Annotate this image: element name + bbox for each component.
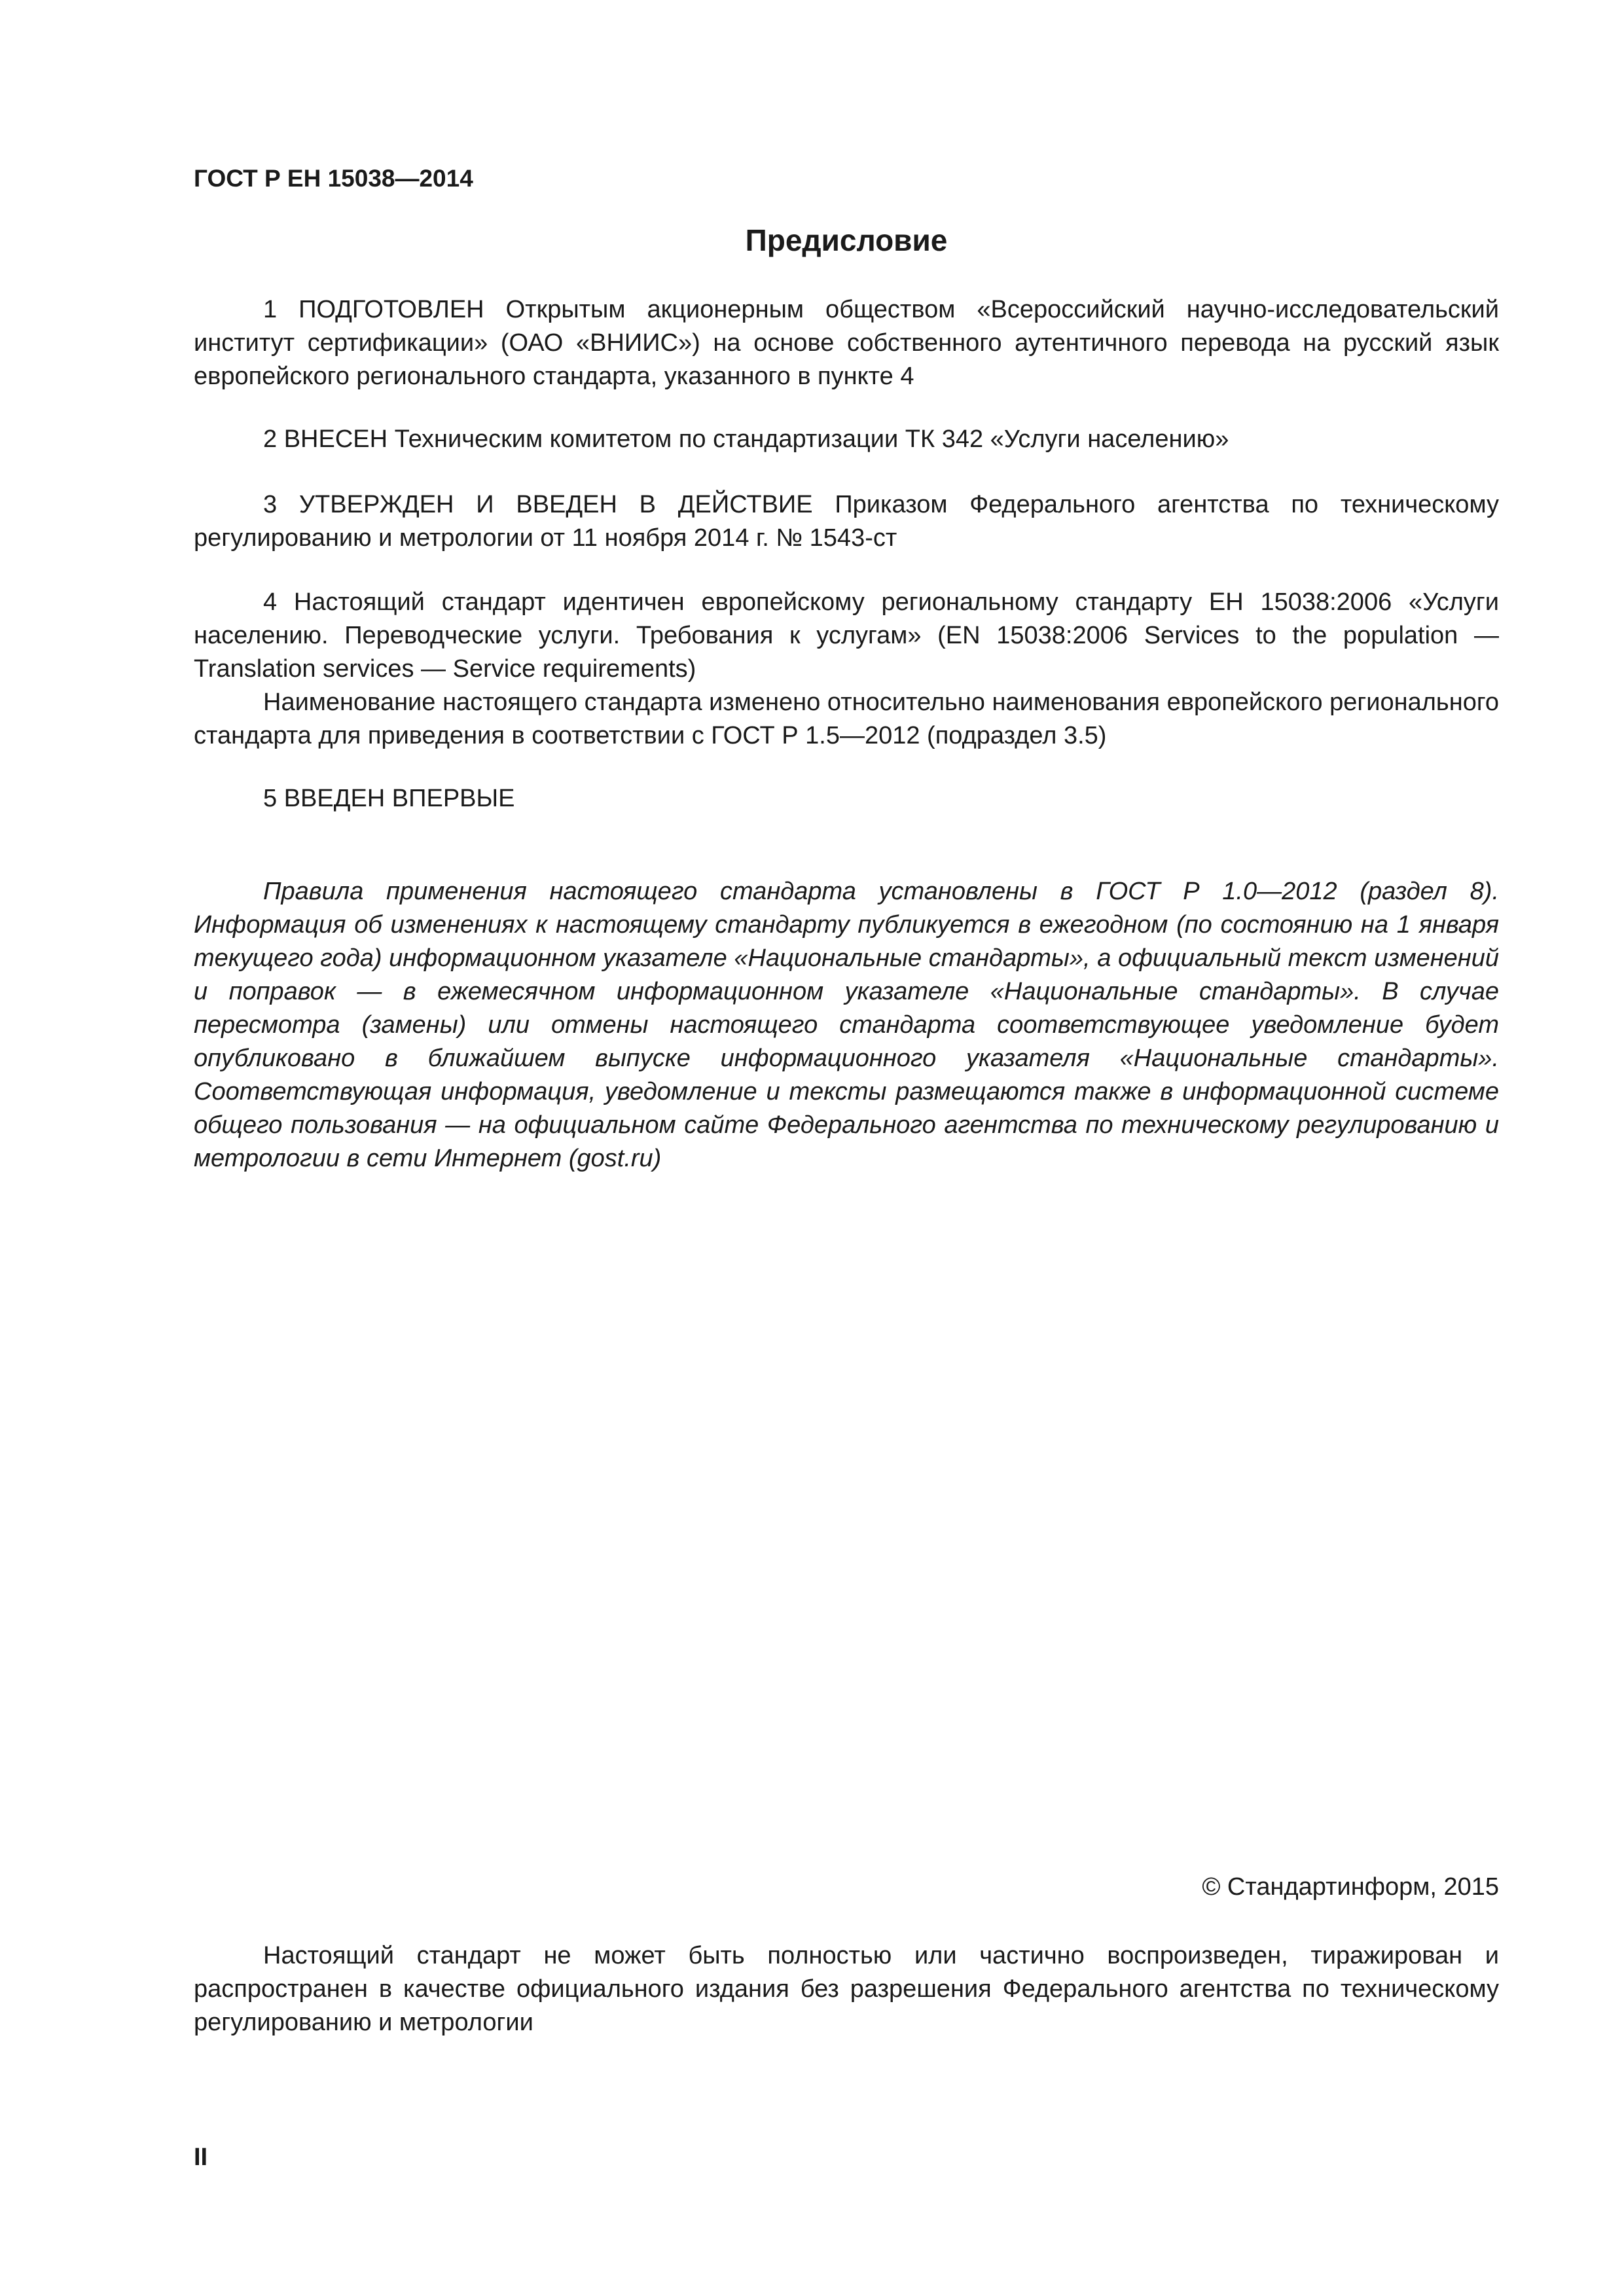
item-2: 2 ВНЕСЕН Техническим комитетом по стандартизации ТК 342 «Услуги населению» bbox=[263, 425, 1229, 453]
item-3-block bbox=[194, 488, 1499, 555]
notice-paragraph: Правила применения настоящего стандарта установлены в ГОСТ Р 1.0—2012 (раздел 8). Информация об изменениях к настоящему стандарту публикуется в ежегодном (по состоянию на 1 января текущего года) информационном указателе «Национальные стандарты», а официальный текст изменений и поправок — в ежемесячном информационном указателе «Национальные стандарты». В случае пересмотра (замены) или отмены настоящего стандарта соответствующее уведомление будет опубликовано в ближайшем выпуске информационного указателя «Национальные стандарты». Соответствующая информация, уведомление и тексты размещаются также в информационной системе общего пользования — на официальном сайте Федерального агентства по техническому регулированию и метрологии в сети Интернет (gost.ru) bbox=[194, 878, 1499, 1172]
item-5-block bbox=[194, 782, 1499, 816]
item-4: 4 Настоящий стандарт идентичен европейскому региональному стандарту ЕН 15038:2006 «Услуги населению. Переводческие услуги. Требования к услугам» (EN 15038:2006 Services to the population — Translation services — Service requirements) bbox=[194, 588, 1499, 683]
item-1: 1 ПОДГОТОВЛЕН Открытым акционерным обществом «Всероссийский научно-исследовательский институт сертификации» (ОАО «ВНИИС») на основе собственного аутентичного перевода на русский язык европейского регионального стандарта, указанного в пункте 4 bbox=[194, 296, 1499, 390]
disclaimer: Настоящий стандарт не может быть полностью или частично воспроизведен, тиражирован и распространен в качестве официального издания без разрешения Федерального агентства по техническому регулированию и метрологии bbox=[194, 1942, 1499, 2036]
item-5: 5 ВВЕДЕН ВПЕРВЫЕ bbox=[263, 785, 515, 812]
item-4-block bbox=[194, 586, 1499, 753]
page-number: II bbox=[194, 2144, 208, 2171]
page-title: Предисловие bbox=[745, 223, 948, 257]
page-header: ГОСТ Р ЕН 15038—2014 bbox=[194, 165, 473, 192]
item-1-block bbox=[194, 293, 1499, 393]
item-2-block bbox=[194, 423, 1499, 456]
item-4-note: Наименование настоящего стандарта изменено относительно наименования европейского регионального стандарта для приведения в соответствии с ГОСТ Р 1.5—2012 (подраздел 3.5) bbox=[194, 689, 1499, 749]
copyright: © Стандартинформ, 2015 bbox=[1202, 1873, 1499, 1901]
item-3: 3 УТВЕРЖДЕН И ВВЕДЕН В ДЕЙСТВИЕ Приказом Федерального агентства по техническому регулированию и метрологии от 11 ноября 2014 г. № 1543-ст bbox=[194, 491, 1499, 552]
